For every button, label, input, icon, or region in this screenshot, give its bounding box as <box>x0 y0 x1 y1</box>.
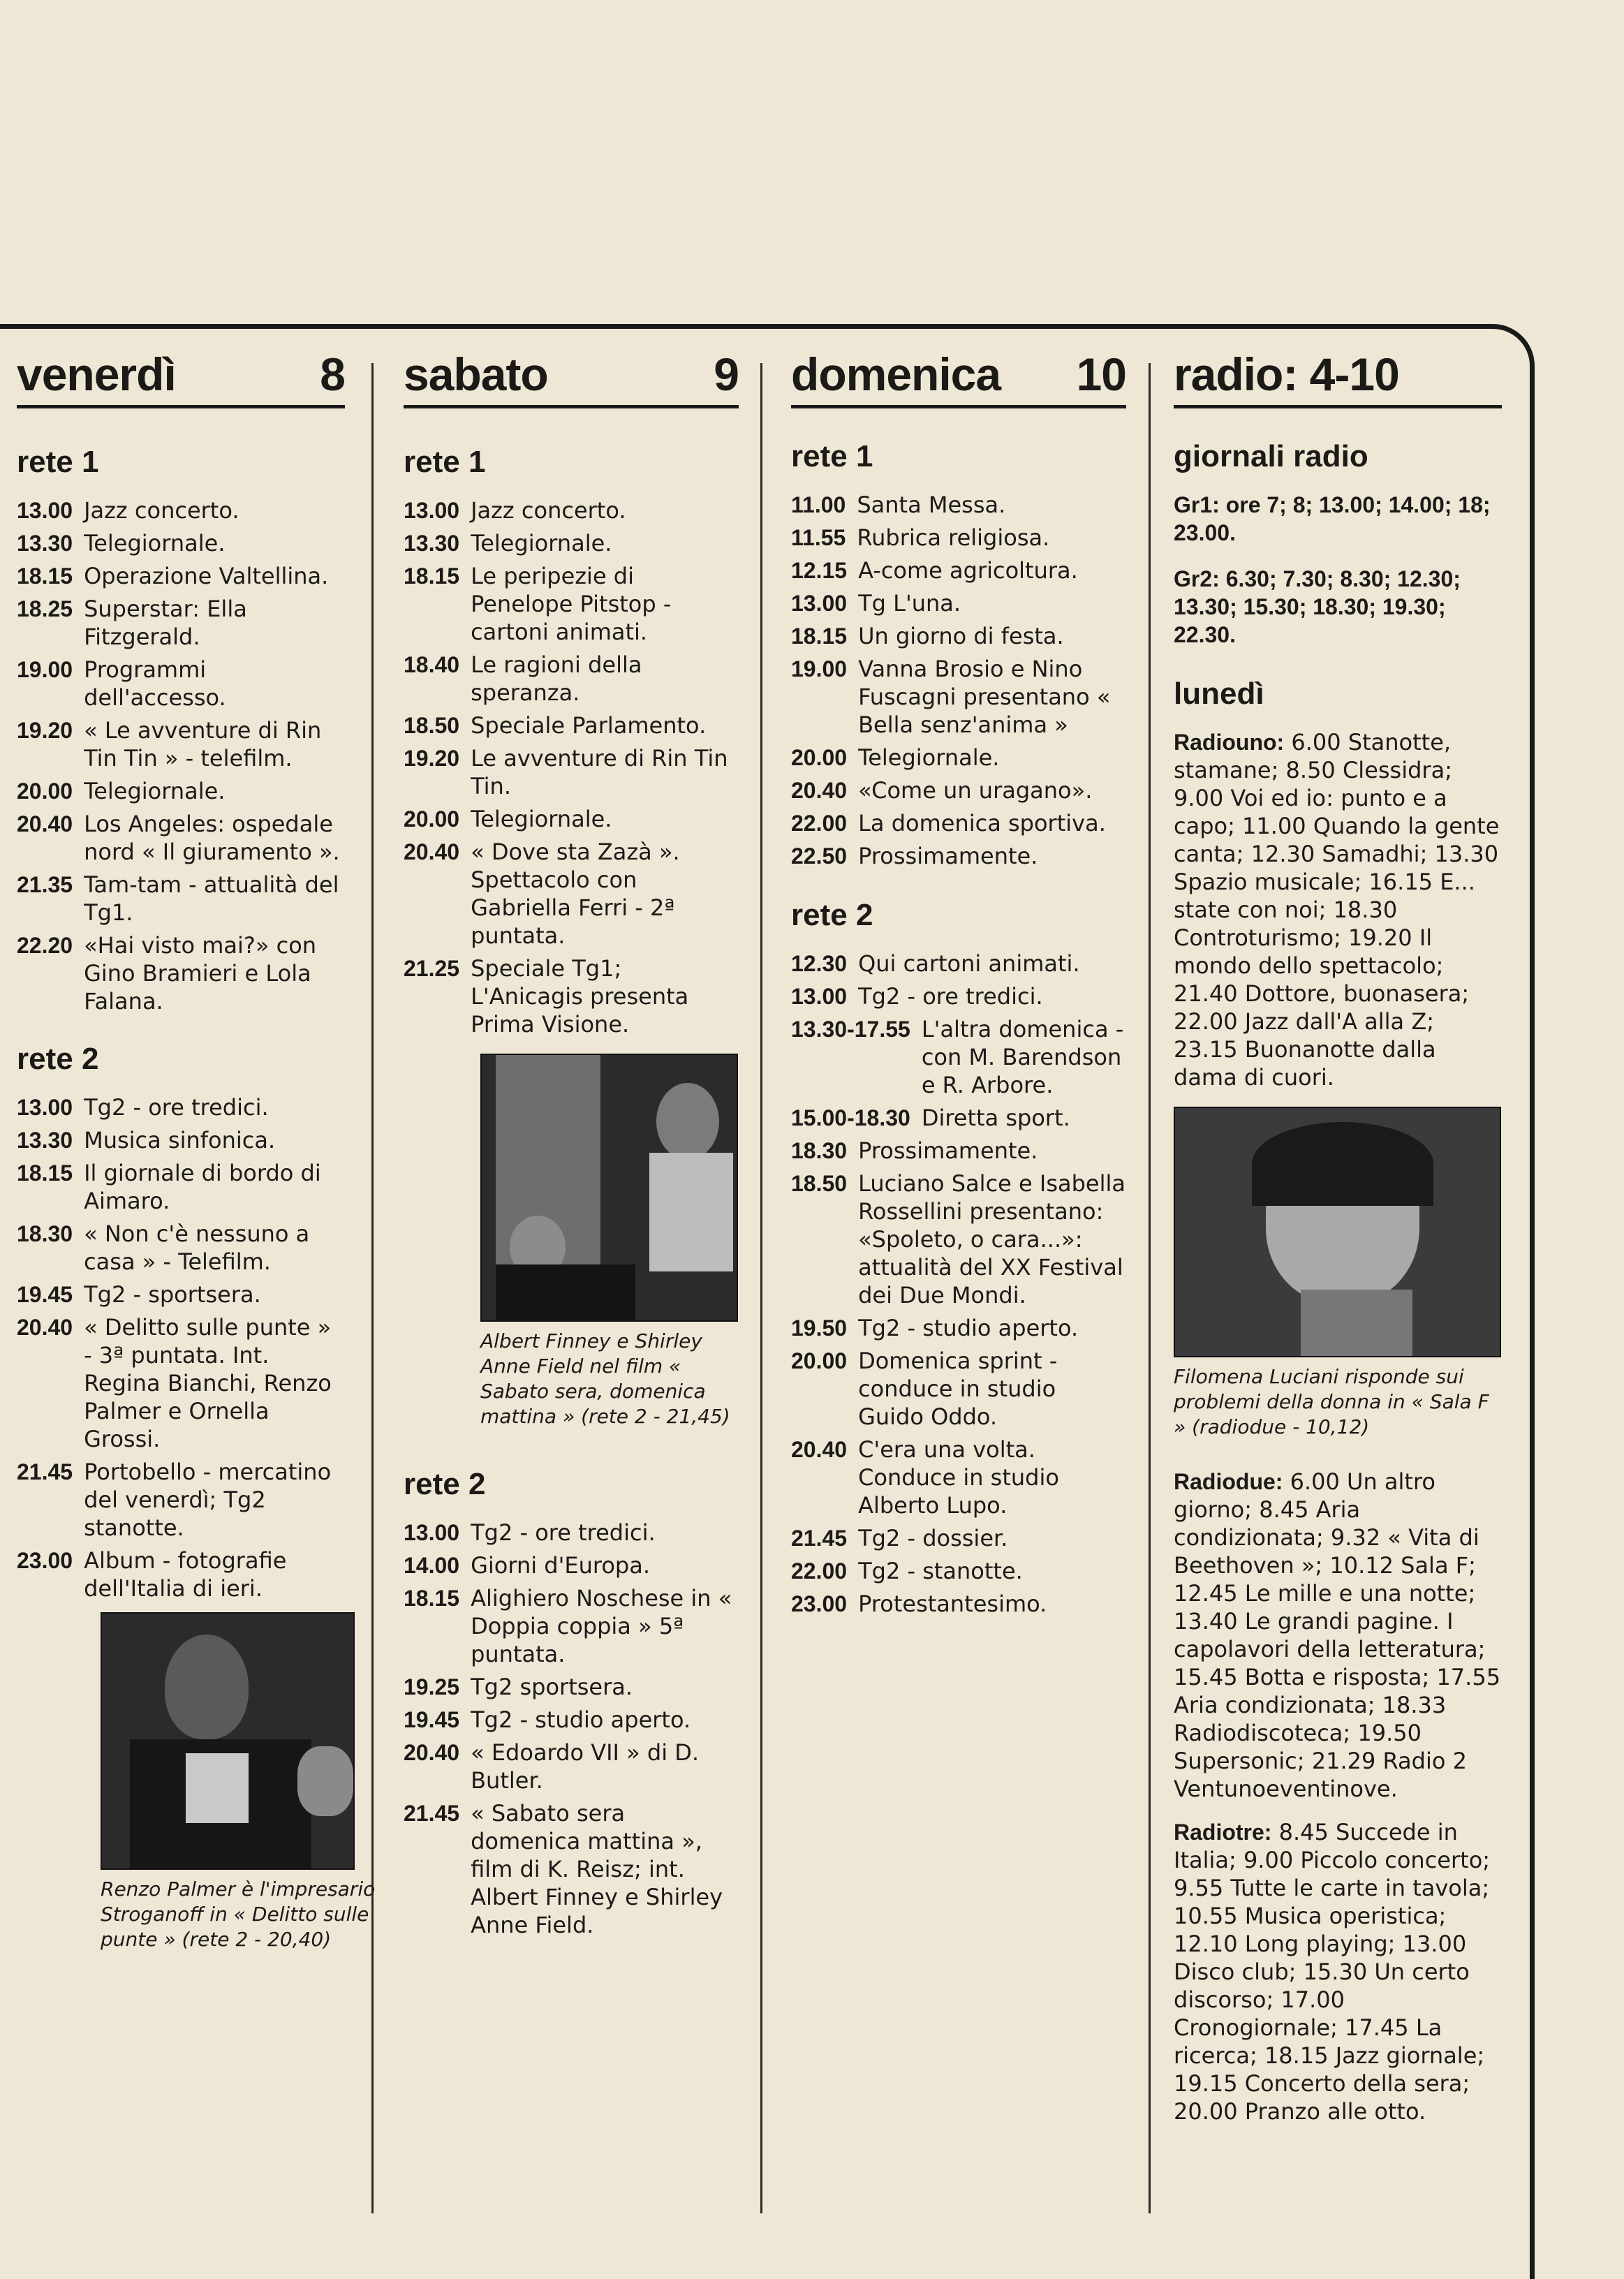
program-title: Alighiero Noschese in « Doppia coppia » 5ª puntata. <box>471 1585 732 1667</box>
radio-title: radio: 4-10 <box>1174 348 1399 400</box>
program-title: Tg2 - dossier. <box>858 1525 1008 1551</box>
program-entry <box>404 838 739 950</box>
photo-renzo-palmer <box>101 1612 355 1870</box>
program-title: « Edoardo VII » di D. Butler. <box>471 1739 700 1794</box>
program-title: Diretta sport. <box>921 1105 1070 1131</box>
program-time: 22.00 <box>791 1558 848 1584</box>
program-entry <box>404 496 739 524</box>
program-time: 18.15 <box>17 1160 73 1186</box>
program-entry <box>17 1126 345 1154</box>
program-title: Rubrica religiosa. <box>857 524 1050 551</box>
program-title: Tg2 - ore tredici. <box>471 1519 656 1546</box>
program-time: 18.30 <box>17 1221 73 1246</box>
program-time: 13.00 <box>404 498 460 523</box>
program-time: 20.40 <box>404 1740 460 1765</box>
program-entry <box>791 1590 1126 1618</box>
rete2-list <box>791 950 1126 1618</box>
program-entry <box>17 1281 345 1308</box>
program-time: 20.00 <box>791 1348 848 1373</box>
day-header <box>17 346 345 408</box>
photo-filomena-luciani <box>1174 1107 1501 1357</box>
program-time: 20.00 <box>17 779 73 804</box>
program-time: 19.00 <box>791 656 848 681</box>
monday-heading: lunedì <box>1174 677 1264 711</box>
radio-header <box>1174 346 1502 408</box>
program-time: 18.15 <box>404 563 460 589</box>
day-header <box>404 346 739 408</box>
station-name: Radiouno: <box>1174 730 1285 755</box>
program-title: « Sabato sera domenica mattina », film di K. Reisz; int. Albert Finney e Shirley Anne Field. <box>471 1800 723 1938</box>
program-time: 22.50 <box>791 843 848 869</box>
program-title: Telegiornale. <box>84 778 226 804</box>
program-time: 15.00-18.30 <box>791 1105 910 1130</box>
program-time: 12.30 <box>791 951 848 976</box>
program-entry <box>17 496 345 524</box>
program-title: Telegiornale. <box>84 530 226 556</box>
program-entry <box>404 744 739 800</box>
program-time: 13.30 <box>17 1128 73 1153</box>
program-title: Le peripezie di Penelope Pitstop - cartoni animati. <box>471 563 672 645</box>
program-title: « Le avventure di Rin Tin Tin » - telefilm. <box>84 717 322 772</box>
program-time: 23.00 <box>17 1548 73 1573</box>
program-title: Los Angeles: ospedale nord « Il giuramento ». <box>84 811 340 865</box>
program-title: Tg2 - studio aperto. <box>471 1706 691 1733</box>
program-time: 20.00 <box>791 745 848 770</box>
program-time: 23.00 <box>791 1591 848 1616</box>
program-time: 21.45 <box>791 1526 848 1551</box>
program-title: Tg2 - stanotte. <box>858 1558 1023 1584</box>
program-title: A-come agricoltura. <box>858 557 1078 584</box>
program-title: Tg2 - ore tredici. <box>84 1094 269 1121</box>
program-time: 21.45 <box>404 1801 460 1826</box>
program-title: Tg2 - studio aperto. <box>858 1315 1079 1341</box>
program-title: Telegiornale. <box>858 744 1000 771</box>
program-entry <box>17 1547 345 1602</box>
program-entry <box>791 809 1126 837</box>
program-title: Album - fotografie dell'Italia di ieri. <box>84 1547 287 1602</box>
program-entry <box>404 805 739 833</box>
program-entry <box>791 622 1126 650</box>
program-title: Le ragioni della speranza. <box>471 651 642 706</box>
column-sunday <box>791 346 1126 1623</box>
day-name: domenica <box>791 348 1001 400</box>
program-title: Tg L'una. <box>858 590 961 617</box>
rete1-list <box>791 491 1126 870</box>
program-time: 20.40 <box>404 839 460 864</box>
program-time: 22.00 <box>791 811 848 836</box>
program-entry <box>404 651 739 707</box>
program-title: « Non c'è nessuno a casa » - Telefilm. <box>84 1220 310 1275</box>
program-entry <box>17 1458 345 1542</box>
program-time: 18.50 <box>404 713 460 738</box>
program-time: 18.15 <box>17 563 73 589</box>
program-time: 13.30 <box>404 531 460 556</box>
program-entry <box>17 871 345 927</box>
program-entry <box>791 842 1126 870</box>
program-time: 20.40 <box>17 1315 73 1340</box>
program-entry <box>17 1159 345 1215</box>
program-entry <box>791 1015 1126 1099</box>
program-time: 13.00 <box>791 984 848 1009</box>
program-title: Speciale Parlamento. <box>471 712 707 739</box>
program-entry <box>17 1220 345 1276</box>
station-text: 8.45 Succede in Italia; 9.00 Piccolo concerto; 9.55 Tutte le carte in tavola; 10.55 Musica operistica; 12.10 Long playing; 13.00 Disco club; 15.30 Un certo discorso; 17.00 Cronogiornale; 17.45 La ricerca; 18.15 Jazz giornale; 19.15 Concerto della sera; 20.00 Pranzo alle otto. <box>1174 1819 1491 2125</box>
program-entry <box>791 1524 1126 1552</box>
program-entry <box>791 950 1126 978</box>
photo-caption: Renzo Palmer è l'impresario Stroganoff in « Delitto sulle punte » (rete 2 - 20,40) <box>101 1878 376 1951</box>
program-title: Giorni d'Europa. <box>471 1552 651 1579</box>
program-entry <box>17 777 345 805</box>
program-entry <box>17 656 345 711</box>
program-entry <box>404 562 739 646</box>
program-title: Jazz concerto. <box>471 497 626 524</box>
program-entry <box>791 1436 1126 1519</box>
program-entry <box>791 1557 1126 1585</box>
radiotre-schedule <box>1174 1818 1502 2125</box>
program-entry <box>791 1170 1126 1309</box>
program-title: Speciale Tg1; L'Anicagis presenta Prima Visione. <box>471 955 689 1038</box>
rete2-list <box>17 1093 345 1602</box>
photo-caption: Filomena Luciani risponde sui problemi della donna in « Sala F » (radiodue - 10,12) <box>1174 1365 1489 1438</box>
program-time: 20.40 <box>17 811 73 836</box>
program-title: Prossimamente. <box>858 843 1038 869</box>
gr2-times: Gr2: 6.30; 7.30; 8.30; 12.30; 13.30; 15.30; 18.30; 19.30; 22.30. <box>1174 566 1461 647</box>
rete1-list <box>404 496 739 1038</box>
program-time: 21.35 <box>17 872 73 897</box>
program-entry <box>791 524 1126 552</box>
program-entry <box>17 931 345 1015</box>
program-time: 13.00 <box>17 1095 73 1120</box>
day-number: 8 <box>320 348 345 400</box>
giornali-radio-heading: giornali radio <box>1174 439 1368 473</box>
program-entry <box>791 491 1126 519</box>
program-time: 22.20 <box>17 933 73 958</box>
program-time: 11.00 <box>791 492 846 517</box>
program-time: 13.30-17.55 <box>791 1017 910 1042</box>
rete2-heading: rete 2 <box>791 898 873 932</box>
program-time: 13.30 <box>17 531 73 556</box>
program-time: 14.00 <box>404 1553 460 1578</box>
program-entry <box>791 982 1126 1010</box>
program-time: 11.55 <box>791 525 846 550</box>
program-title: Telegiornale. <box>471 530 612 556</box>
program-time: 20.40 <box>791 778 848 803</box>
program-title: Jazz concerto. <box>84 497 239 524</box>
program-entry <box>17 1093 345 1121</box>
program-time: 19.20 <box>17 718 73 743</box>
program-title: Le avventure di Rin Tin Tin. <box>471 745 728 799</box>
program-title: Prossimamente. <box>858 1137 1038 1164</box>
program-time: 12.15 <box>791 558 848 583</box>
program-title: Operazione Valtellina. <box>84 563 329 589</box>
station-text: 6.00 Stanotte, stamane; 8.50 Clessidra; 9.00 Voi ed io: punto e a capo; 11.00 Quando la gente canta; 12.30 Samadhi; 13.30 Spazio musicale; 16.15 E... state con noi; 18.30 Controturismo; 19.20 Il mondo dello spettacolo; 21.40 Dottore, buonasera; 22.00 Jazz dall'A alla Z; 23.15 Buonanotte dalla dama di cuori. <box>1174 729 1500 1091</box>
photo-caption: Albert Finney e Shirley Anne Field nel film « Sabato sera, domenica mattina » (rete 2 - 21,45) <box>480 1329 730 1428</box>
rete1-heading: rete 1 <box>404 445 486 479</box>
program-entry <box>791 589 1126 617</box>
program-title: C'era una volta. Conduce in studio Alberto Lupo. <box>858 1436 1059 1519</box>
program-title: Tg2 sportsera. <box>471 1674 633 1700</box>
day-name: venerdì <box>17 348 176 400</box>
column-radio <box>1174 346 1502 2141</box>
program-entry <box>791 776 1126 804</box>
station-name: Radiotre: <box>1174 1820 1272 1845</box>
program-entry <box>791 1104 1126 1132</box>
program-entry <box>404 1584 739 1668</box>
program-title: Musica sinfonica. <box>84 1127 276 1153</box>
program-entry <box>17 529 345 557</box>
program-time: 19.00 <box>17 657 73 682</box>
rete1-list <box>17 496 345 1015</box>
program-entry <box>791 655 1126 739</box>
station-name: Radiodue: <box>1174 1469 1283 1494</box>
program-time: 18.25 <box>17 596 73 621</box>
program-entry <box>17 1313 345 1453</box>
station-text: 6.00 Un altro giorno; 8.45 Aria condizionata; 9.32 « Vita di Beethoven »; 10.12 Sala F; 12.45 Le mille e una notte; 13.40 Le grandi pagine. I capolavori della letteratura; 15.45 Botta e risposta; 17.55 Aria condizionata; 18.33 Radiodiscoteca; 19.50 Supersonic; 21.29 Radio 2 Ventunoeventinove. <box>1174 1468 1501 1802</box>
program-entry <box>17 595 345 651</box>
program-entry <box>404 1706 739 1734</box>
program-title: L'altra domenica - con M. Barendson e R. Arbore. <box>921 1016 1124 1098</box>
radiodue-schedule <box>1174 1468 1502 1803</box>
program-time: 20.40 <box>791 1437 848 1462</box>
program-entry <box>791 1137 1126 1165</box>
program-entry <box>404 1673 739 1701</box>
program-time: 19.45 <box>17 1282 73 1307</box>
program-title: « Delitto sulle punte » - 3ª puntata. Int. Regina Bianchi, Renzo Palmer e Ornella Grossi. <box>84 1314 332 1452</box>
day-number: 10 <box>1076 348 1126 400</box>
program-time: 18.15 <box>404 1586 460 1611</box>
rete2-heading: rete 2 <box>17 1042 99 1076</box>
program-title: La domenica sportiva. <box>858 810 1106 836</box>
program-title: Programmi dell'accesso. <box>84 656 226 711</box>
program-time: 18.15 <box>791 624 848 649</box>
program-entry <box>404 1799 739 1939</box>
rete1-heading: rete 1 <box>17 445 99 479</box>
program-entry <box>404 529 739 557</box>
program-title: Tam-tam - attualità del Tg1. <box>84 871 339 926</box>
program-title: Tg2 - ore tredici. <box>858 983 1043 1010</box>
program-title: «Hai visto mai?» con Gino Bramieri e Lola Falana. <box>84 932 317 1015</box>
program-title: «Come un uragano». <box>858 777 1093 804</box>
program-time: 18.30 <box>791 1138 848 1163</box>
program-entry <box>404 1551 739 1579</box>
program-title: Vanna Brosio e Nino Fuscagni presentano « Bella senz'anima » <box>858 656 1111 738</box>
program-entry <box>791 744 1126 772</box>
radiouno-schedule <box>1174 728 1502 1091</box>
day-header <box>791 346 1126 408</box>
program-time: 21.45 <box>17 1459 73 1484</box>
program-title: Tg2 - sportsera. <box>84 1281 261 1308</box>
program-time: 20.00 <box>404 806 460 832</box>
program-time: 21.25 <box>404 956 460 981</box>
program-time: 19.20 <box>404 746 460 771</box>
program-time: 19.45 <box>404 1707 460 1732</box>
column-friday <box>17 346 376 1952</box>
program-entry <box>791 1314 1126 1342</box>
program-title: Protestantesimo. <box>858 1591 1047 1617</box>
program-entry <box>791 1347 1126 1431</box>
program-entry <box>791 556 1126 584</box>
column-divider <box>1149 363 1151 2213</box>
program-time: 13.00 <box>17 498 73 523</box>
column-saturday <box>404 346 739 1944</box>
program-entry <box>17 562 345 590</box>
program-entry <box>17 716 345 772</box>
rete2-heading: rete 2 <box>404 1467 486 1501</box>
column-divider <box>760 363 762 2213</box>
program-title: Superstar: Ella Fitzgerald. <box>84 596 247 650</box>
program-title: Domenica sprint - conduce in studio Guido Oddo. <box>858 1348 1058 1430</box>
rete1-heading: rete 1 <box>791 439 873 473</box>
program-title: Qui cartoni animati. <box>858 950 1080 977</box>
program-time: 18.50 <box>791 1171 848 1196</box>
program-time: 19.25 <box>404 1674 460 1699</box>
program-entry <box>404 1739 739 1794</box>
day-number: 9 <box>714 348 739 400</box>
program-time: 18.40 <box>404 652 460 677</box>
program-time: 13.00 <box>404 1520 460 1545</box>
program-entry <box>404 1519 739 1547</box>
program-entry <box>404 711 739 739</box>
program-time: 19.50 <box>791 1315 848 1341</box>
day-name: sabato <box>404 348 548 400</box>
rete2-list <box>404 1519 739 1939</box>
program-time: 13.00 <box>791 591 848 616</box>
program-title: Santa Messa. <box>857 492 1006 518</box>
photo-albert-finney <box>480 1054 738 1322</box>
program-title: Il giornale di bordo di Aimaro. <box>84 1160 321 1214</box>
program-title: Un giorno di festa. <box>858 623 1064 649</box>
program-entry <box>404 954 739 1038</box>
program-title: Portobello - mercatino del venerdì; Tg2 stanotte. <box>84 1459 332 1541</box>
program-title: Telegiornale. <box>471 806 612 832</box>
gr1-times: Gr1: ore 7; 8; 13.00; 14.00; 18; 23.00. <box>1174 492 1491 545</box>
program-title: Luciano Salce e Isabella Rossellini presentano: «Spoleto, o cara...»: attualità del XX Festival dei Due Mondi. <box>858 1170 1125 1308</box>
program-title: « Dove sta Zazà ». Spettacolo con Gabriella Ferri - 2ª puntata. <box>471 839 680 949</box>
program-entry <box>17 810 345 866</box>
